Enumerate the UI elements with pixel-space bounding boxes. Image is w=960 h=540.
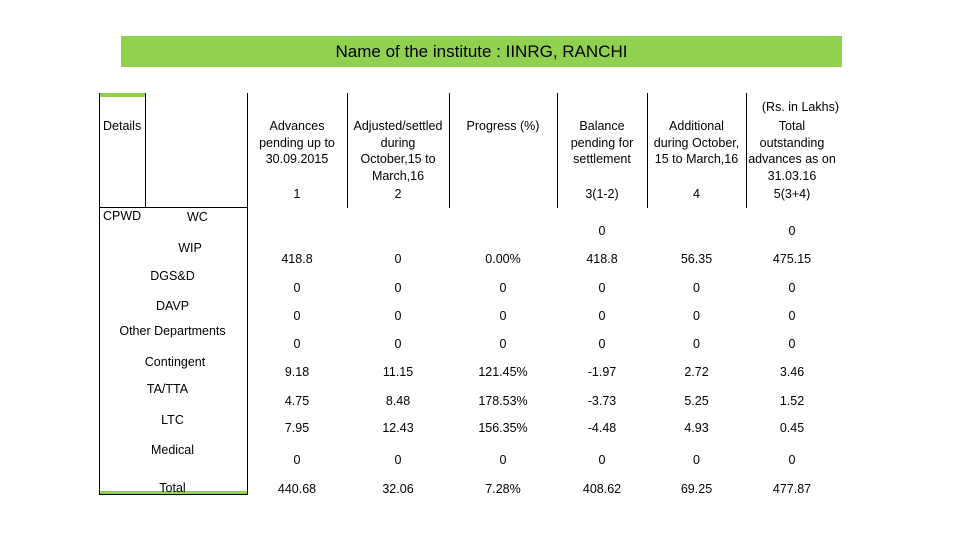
table-cell: 4.93 bbox=[684, 421, 709, 435]
header-num-4: 3(1-2) bbox=[585, 187, 619, 201]
table-cell: 0 bbox=[693, 337, 700, 351]
page-title: Name of the institute : IINRG, RANCHI bbox=[335, 41, 628, 61]
table-cell: 0 bbox=[293, 453, 301, 467]
row-label: DAVP bbox=[155, 299, 190, 313]
table-cell: 0.00% bbox=[485, 252, 521, 266]
row-label: DGS&D bbox=[150, 269, 195, 283]
table-cell: 0 bbox=[293, 281, 301, 295]
table-cell: 12.43 bbox=[382, 421, 414, 435]
table-cell: 440.68 bbox=[277, 482, 317, 496]
table-cell: -3.73 bbox=[587, 394, 617, 408]
table-cell: 1.52 bbox=[779, 394, 805, 408]
grid-line bbox=[145, 93, 146, 208]
table-cell: 0 bbox=[293, 337, 301, 351]
table-cell: 32.06 bbox=[382, 482, 414, 496]
row-label: WIP bbox=[178, 241, 202, 255]
table-cell: 0 bbox=[788, 224, 796, 238]
table-cell: 0 bbox=[499, 309, 507, 323]
table-cell: 7.95 bbox=[284, 421, 310, 435]
table-cell: 0 bbox=[394, 337, 402, 351]
header-balance: Balance pending for settlement bbox=[570, 119, 634, 166]
header-num-5: 4 bbox=[693, 187, 700, 201]
header-advances: Advances pending up to 30.09.2015 bbox=[259, 119, 335, 166]
table-cell: 7.28% bbox=[485, 482, 521, 496]
table-cell: 0 bbox=[788, 309, 796, 323]
header-total: Total outstanding advances as on 31.03.16 bbox=[748, 119, 836, 183]
table-cell: 0 bbox=[499, 281, 507, 295]
table-cell: 477.87 bbox=[772, 482, 812, 496]
table-cell: 0 bbox=[693, 281, 700, 295]
units-note: (Rs. in Lakhs) bbox=[761, 100, 839, 114]
table-cell: -1.97 bbox=[587, 365, 617, 379]
header-num-6: 5(3+4) bbox=[773, 187, 811, 201]
title-bar bbox=[121, 36, 842, 67]
header-num-2: 2 bbox=[394, 187, 402, 201]
row-label: WC bbox=[187, 210, 208, 224]
row-label: Medical bbox=[150, 443, 195, 457]
table-cell: 0 bbox=[394, 453, 402, 467]
header-num-1: 1 bbox=[293, 187, 301, 201]
table-cell: 0 bbox=[499, 453, 507, 467]
table-cell: 8.48 bbox=[385, 394, 411, 408]
table-cell: 11.15 bbox=[382, 365, 414, 379]
row-label: LTC bbox=[161, 413, 184, 427]
table-cell: 0.45 bbox=[779, 421, 805, 435]
row-label: Other Departments bbox=[119, 324, 226, 338]
table-cell: 56.35 bbox=[680, 252, 713, 266]
table-cell: 69.25 bbox=[680, 482, 713, 496]
table-cell: 0 bbox=[394, 281, 402, 295]
table-cell: 0 bbox=[693, 453, 700, 467]
table-cell: 2.72 bbox=[684, 365, 709, 379]
table-cell: 0 bbox=[394, 309, 402, 323]
table-cell: 0 bbox=[598, 453, 606, 467]
table-cell: 418.8 bbox=[586, 252, 618, 266]
grid-line bbox=[449, 93, 450, 208]
table-cell: 475.15 bbox=[772, 252, 812, 266]
table-cell: 0 bbox=[598, 281, 606, 295]
table-cell: 0 bbox=[293, 309, 301, 323]
table-cell: 0 bbox=[598, 309, 606, 323]
header-additional: Additional during October, 15 to March,16 bbox=[653, 119, 740, 166]
table-cell: 4.75 bbox=[284, 394, 310, 408]
table-cell: 0 bbox=[788, 337, 796, 351]
table-cell: 178.53% bbox=[478, 394, 528, 408]
grid-line bbox=[99, 93, 100, 495]
table-cell: 418.8 bbox=[281, 252, 313, 266]
header-adjusted: Adjusted/settled during October,15 to March,16 bbox=[353, 119, 443, 183]
table-cell: 408.62 bbox=[582, 482, 622, 496]
table-cell: 0 bbox=[598, 224, 606, 238]
table-cell: 3.46 bbox=[779, 365, 805, 379]
table-cell: 156.35% bbox=[478, 421, 528, 435]
table-cell: 0 bbox=[788, 453, 796, 467]
row-label: Contingent bbox=[144, 355, 206, 369]
table-cell: 0 bbox=[788, 281, 796, 295]
group-label-cpwd: CPWD bbox=[103, 209, 142, 223]
row-label: Total bbox=[159, 481, 186, 495]
table-cell: 0 bbox=[499, 337, 507, 351]
table-cell: -4.48 bbox=[587, 421, 617, 435]
table-cell: 5.25 bbox=[684, 394, 709, 408]
table-cell: 0 bbox=[598, 337, 606, 351]
row-label: TA/TTA bbox=[146, 382, 189, 396]
table-cell: 121.45% bbox=[478, 365, 528, 379]
table-cell: 0 bbox=[693, 309, 700, 323]
header-details: Details bbox=[103, 119, 142, 133]
table-cell: 0 bbox=[394, 252, 402, 266]
green-strip-top bbox=[99, 93, 145, 97]
table-cell: 9.18 bbox=[284, 365, 310, 379]
header-progress: Progress (%) bbox=[466, 119, 540, 133]
